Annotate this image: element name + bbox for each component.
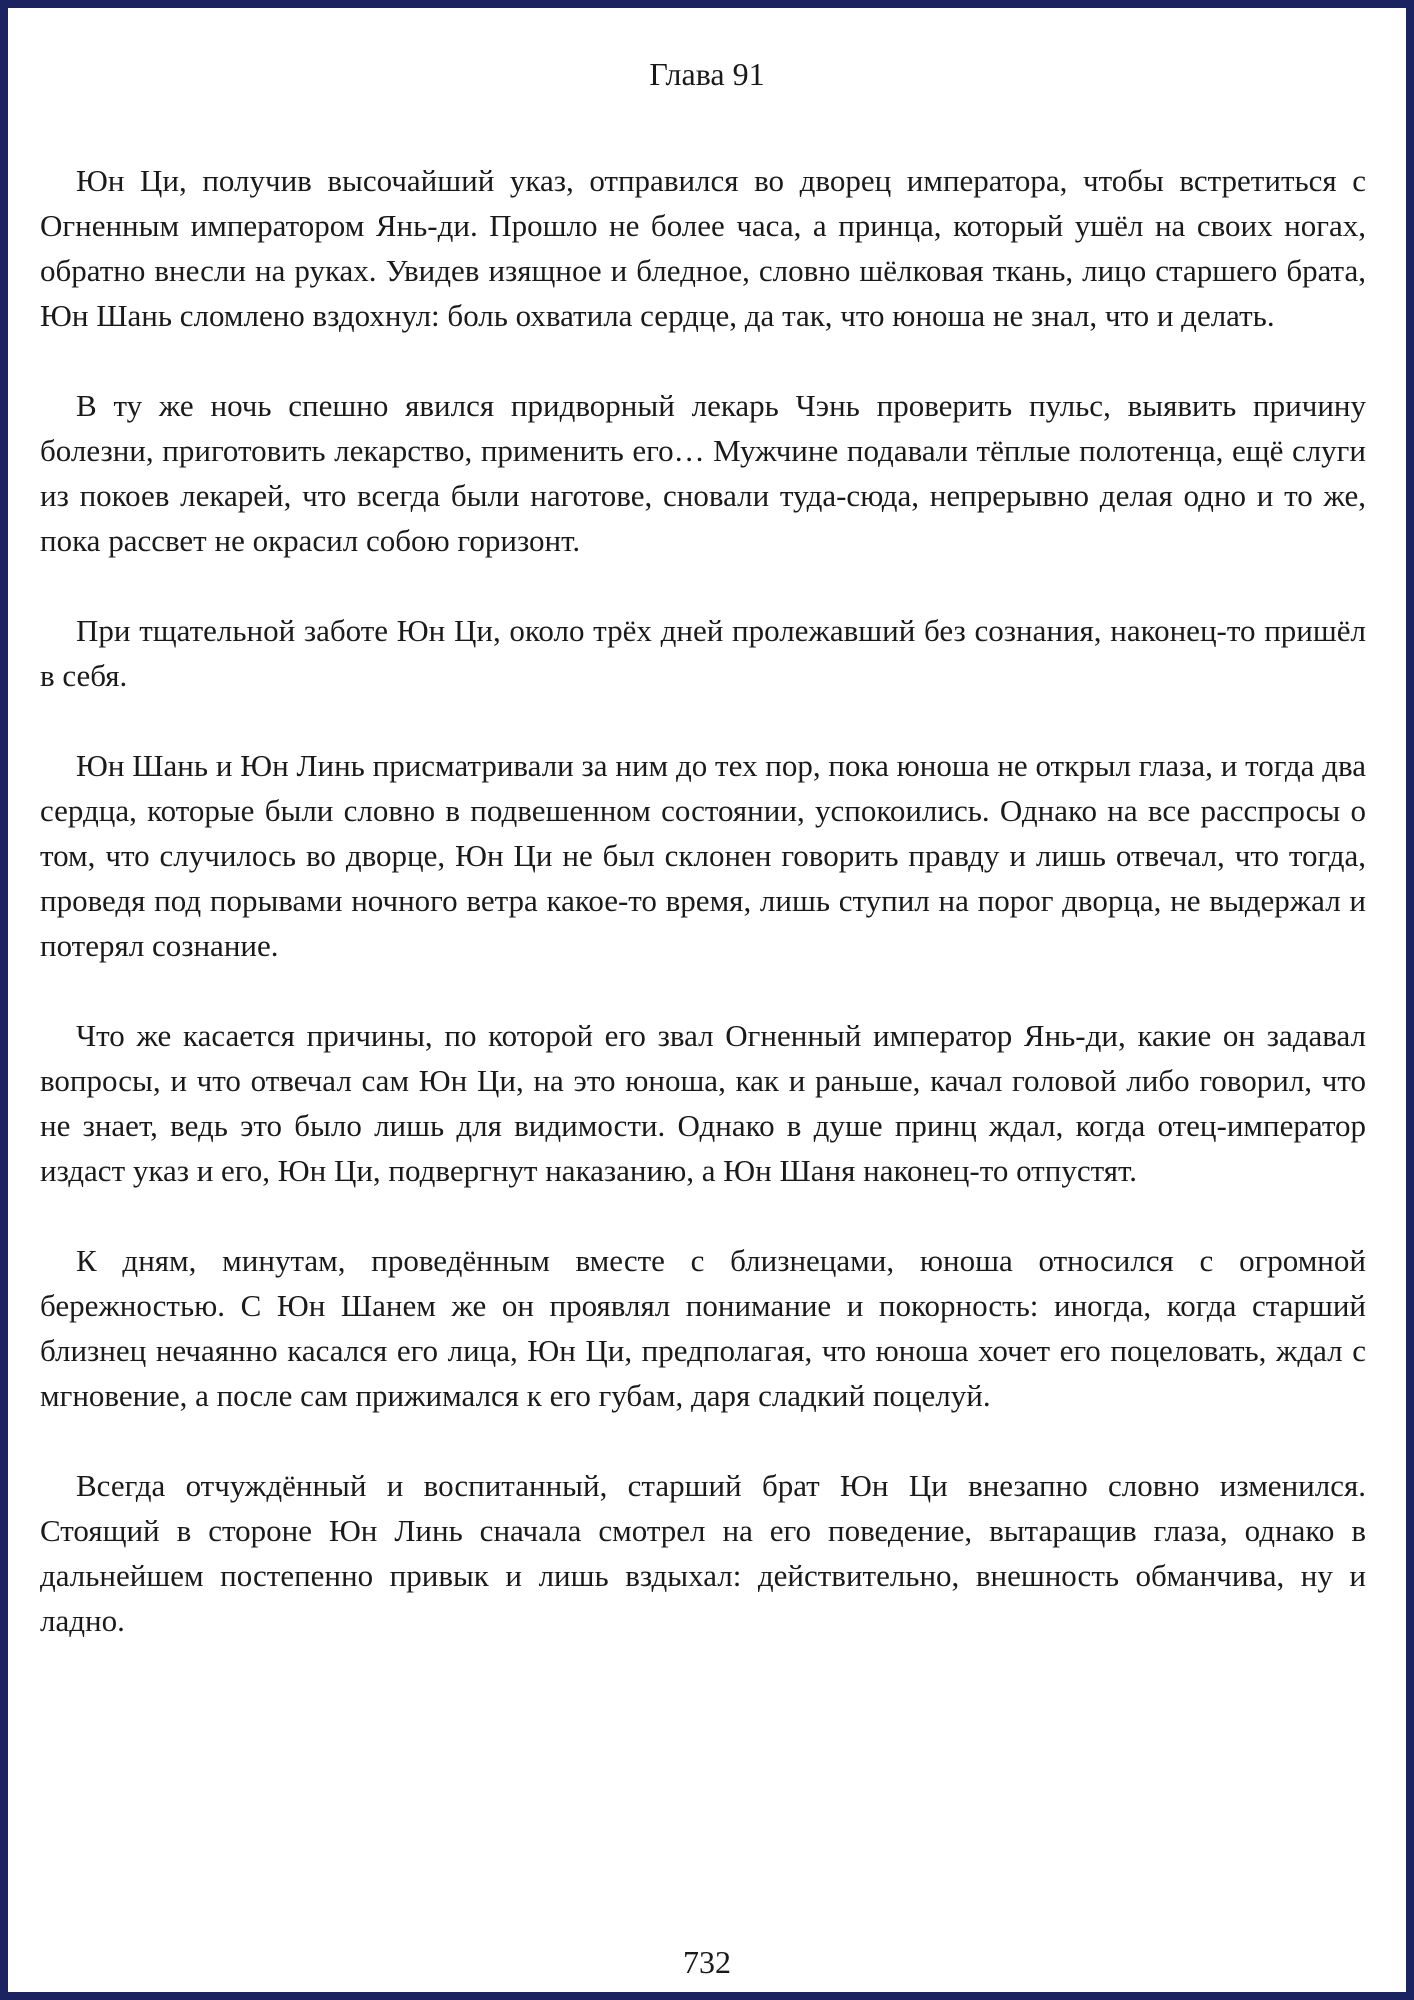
paragraph: Юн Шань и Юн Линь присматривали за ним до тех пор, пока юноша не открыл глаза, и тогда два сердца, которые были словно в подвешенном состоянии, успокоились. Однако на все расспросы о том, что случилось во дворце, Юн Ци не был склонен говорить правду и лишь отвечал, что тогда, проведя под порывами ночного ветра какое-то время, лишь ступил на порог дворца, не выдержал и потерял сознание. xyxy=(40,748,1366,963)
paragraph: При тщательной заботе Юн Ци, около трёх дней пролежавший без сознания, наконец-то пришёл в себя. xyxy=(40,613,1366,693)
chapter-title: Глава 91 xyxy=(649,56,765,92)
page-number: 732 xyxy=(683,1944,731,1980)
paragraph: К дням, минутам, проведённым вместе с близнецами, юноша относился с огромной бережностью. С Юн Шанем же он проявлял понимание и покорность: иногда, когда старший близнец нечаянно касался его лица, Юн Ци, предполагая, что юноша хочет его поцеловать, ждал с мгновение, а после сам прижимался к его губам, даря сладкий поцелуй. xyxy=(40,1243,1366,1413)
paragraph: Что же касается причины, по которой его звал Огненный император Янь-ди, какие он задавал вопросы, и что отвечал сам Юн Ци, на это юноша, как и раньше, качал головой либо говорил, что не знает, ведь это было лишь для видимости. Однако в душе принц ждал, когда отец-император издаст указ и его, Юн Ци, подвергнут наказанию, а Юн Шаня наконец-то отпустят. xyxy=(40,1018,1366,1188)
paragraph: Всегда отчуждённый и воспитанный, старший брат Юн Ци внезапно словно изменился. Стоящий в стороне Юн Линь сначала смотрел на его поведение, вытаращив глаза, однако в дальнейшем постепенно привык и лишь вздыхал: действительно, внешность обманчива, ну и ладно. xyxy=(40,1468,1366,1638)
paragraph: В ту же ночь спешно явился придворный лекарь Чэнь проверить пульс, выявить причину болезни, приготовить лекарство, применить его… Мужчине подавали тёплые полотенца, ещё слуги из покоев лекарей, что всегда были наготове, сновали туда-сюда, непрерывно делая одно и то же, пока рассвет не окрасил собою горизонт. xyxy=(40,388,1366,558)
chapter-text xyxy=(40,158,1366,1688)
paragraph: Юн Ци, получив высочайший указ, отправился во дворец императора, чтобы встретиться с Огненным императором Янь-ди. Прошло не более часа, а принца, который ушёл на своих ногах, обратно внесли на руках. Увидев изящное и бледное, словно шёлковая ткань, лицо старшего брата, Юн Шань сломлено вздохнул: боль охватила сердце, да так, что юноша не знал, что и делать. xyxy=(40,163,1366,333)
